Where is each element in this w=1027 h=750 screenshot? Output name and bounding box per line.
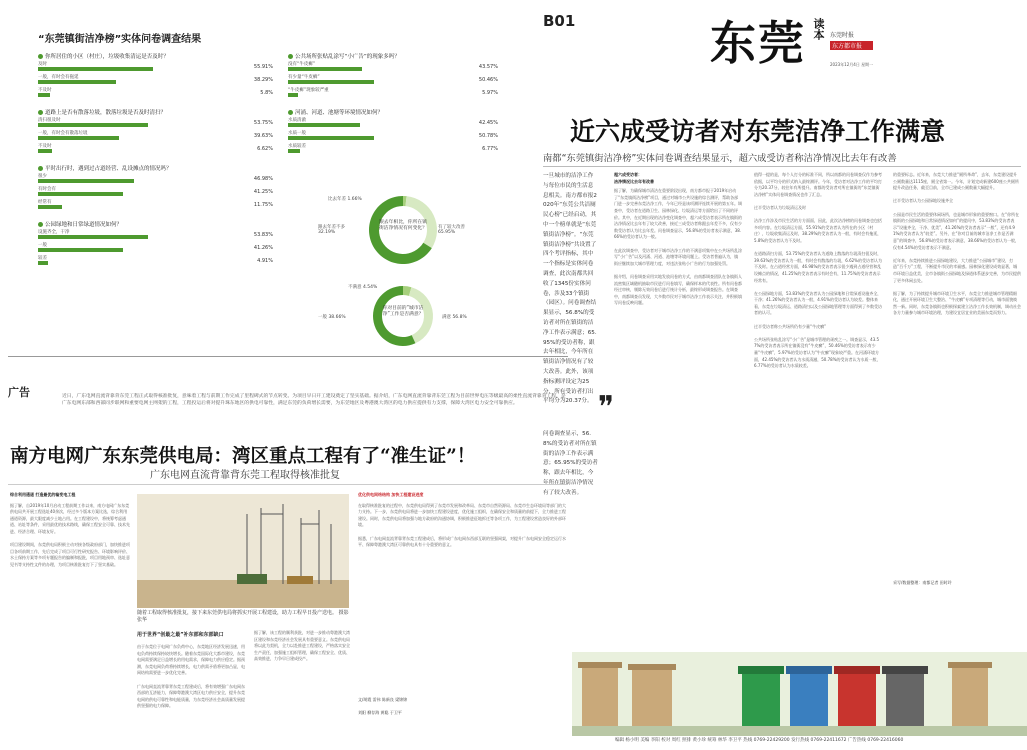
ad-col-1 [10, 492, 130, 742]
option-bar [38, 192, 123, 196]
pie2-label: 你对目前的“城市洁净”工作是否满意？ [382, 306, 424, 317]
option-bar [288, 123, 360, 127]
ad-sec3: 优化供电网络结构 加快工程建设进度 [358, 492, 424, 497]
pie2-legend-0: 不满意 4.54% [348, 285, 378, 290]
option-label: 一般 [38, 243, 47, 248]
ad-body2: 由于东莞位于电网广东负荷中心，东莞地区经济发展迅速，用电负荷持续保持较快增长。随着东莞国际化大都市建设，东莞电网需要满足日益增长的用电需求，保障电力供应稳定。据预测，东莞电网负荷将持续增长，电力供需矛盾将更加凸显，电网结构需要进一步优化完善。 广东电网直流背靠背东莞工程建成后，将有效增强广东电网东西部的互济能力，保障粤港澳大湾区电力供应安全，提升东莞电网的供电可靠性和电能质量，为东莞经济社会高质量发展提供坚强的电力保障。 [137, 644, 245, 709]
bins-svg [572, 652, 1027, 736]
option-pct: 6.62% [257, 146, 273, 152]
option-pct: 50.78% [478, 133, 498, 139]
ad-rule-2 [8, 484, 568, 485]
option-pct: 42.45% [478, 120, 498, 126]
option-row [38, 117, 273, 129]
option-pct: 41.26% [253, 245, 273, 251]
quote-mark: ❞ [598, 390, 615, 425]
page-number: B01 [543, 12, 576, 30]
pie1-legend-1: 跟去年差不多 32.19% [318, 225, 345, 235]
option-pct: 39.63% [253, 133, 273, 139]
article-col-1 [614, 172, 742, 592]
pie-chart-change [308, 190, 488, 270]
masthead-logo [710, 18, 873, 68]
option-label: 清扫很及时 [38, 118, 61, 123]
pie2-legend-2: 满意 56.8% [442, 315, 467, 320]
bullet-icon [288, 110, 293, 115]
option-row [38, 87, 273, 99]
option-pct: 43.57% [478, 64, 498, 70]
option-pct: 11.75% [253, 202, 273, 208]
option-label: 有少量“牛皮癣” [288, 75, 320, 80]
option-label: 经常有 [38, 200, 52, 205]
option-bar [288, 136, 374, 140]
option-row [38, 242, 273, 254]
survey-right-col [288, 52, 498, 164]
option-row [38, 186, 273, 198]
option-bar [38, 123, 148, 127]
survey-question [288, 108, 498, 155]
option-row [288, 61, 498, 73]
option-bar [288, 67, 362, 71]
option-bar [288, 93, 298, 97]
main-headline: 近六成受访者对东莞洁净工作满意 [570, 117, 946, 146]
col1-body: 据了解，为确保城市清洁在重要阶段出现，南方都市报于2019年启动了“东莞镇街洁净榜”项目，通过对城市公共设施的综合测评，帮助各部门进一步完善东莞洁净工作，今年已经是该项测评连续开展的第五年。调查中，受访者在道路卫生、园林绿化、垃圾清运等方面给出了不同的评价。其中，在近期出现的洁净变化调查中，超六成受访者表示所在镇街的洁净情况比去年有了较大改善，接近三成受访者称跟去年差不多，仅有少数受访者认为比去年差。问卷调查显示，56.8%的受访者表示满意，38.66%的受访者认为一般。 在此次调查中，受访者对于城市洁净工作的不满意项集中在公共场所乱涂写“小广告”以及河涌、河道、池塘等环境问题上。受访者普遍认为，镇街应继续加大城市管理力度，对违法张贴小广告的行为加强处罚。 据介绍，问卷调查采用实地发放问卷的方式，由南都调查团队在各镇街人流密集区域随机抽取市民进行问卷填写，确保样本的代表性。所有问卷都经过审核，剔除无效问卷后进行统计分析，最终形成调查报告。在调查中，南都调查员发现，大多数市民对于城市洁净工作表示关注，并积极填写问卷反映问题。 [614, 188, 742, 306]
option-label: 没有“牛皮癣” [288, 62, 316, 67]
option-bar [288, 149, 300, 153]
recycling-illustration [572, 652, 1027, 736]
byline: 采写/数据整理：南都记者 田时玲 [893, 580, 952, 585]
ad-photo [137, 494, 349, 608]
option-row [38, 61, 273, 73]
option-row [38, 130, 273, 142]
col3-body: 的重要标志。近年来，东莞大力推进“厕所革命”，去年，东莞建设提升公厕数量达1115座，厕全省第一。今年，计划完成新建600座公共厕所提升改造任务，截至目前，全市已建成公厕数量大幅提升。 过半受访者认为公园绿地设施齐全 公园是市民生活的重要休闲场所，也是城市形象的重要窗口。在“你所在镇街的公园绿地和日常绿道情况如何”的提问中，53.83%的受访者表示“设施齐全，干净、优美”，41.26%的受访者表示“一般”，还有4.91%的受访者认为“较差”。另外，在“你对目前的城市洁净工作是否满意”的调查中，56.8%的受访者表示满意，38.66%的受访者认为一般，仅有4.54%的受访者表示不满意。 近年来，东莞持续推进公园绿地建设，大力推进“公园城市”建设，打造“百千万”工程，不断提升市民的幸福感。园林绿化建设成效显著，城市环境日益优美，全市各镇街公园绿地及绿道体系逐步完善，为市民提供了更多休闲去处。 据了解，为了持续提升城市环境卫生水平，东莞全力推进城市管理精细化，通过开展环境卫生大整治、“牛皮癣”专项清理等行动，城市面貌焕然一新。同时，东莞各镇街也积极探索建立洁净工作长效机制，调动社会各方力量参与城市环境治理，为建设宜居宜业的美丽东莞而努力。 [893, 172, 1021, 316]
option-label: 水质清澈 [288, 118, 306, 123]
ad-body1: 据了解，自2019年10月启动工程前期工作以来，南方电网广东东莞供电局共开展工程选址40余次，经过多个版本方案比选，综合利用通道资源，最大限度减少土地占用。在工程建设中，将统筹考虑通道、站址等条件，采用最优的技术路线，确保工程安全可靠、技术先进、经济合理、环境友好。 项目建设期间，东莞供电局积极主动对接各级政府部门，加快推进项目各项前期工作，先后完成了项目可行性研究报告、环境影响评价、水土保持方案等多项专题报告的编制和报批，项目用地预审、选址意见书等支持性文件的办理，为项目核准批复打下了坚实基础。 [10, 502, 130, 567]
question-title [38, 52, 273, 60]
option-pct: 50.46% [478, 77, 498, 83]
option-row [288, 87, 498, 99]
question-text: 道路上是否有散落垃圾，散落垃圾是否及时清扫？ [45, 110, 167, 116]
ad-intro: 近日，广东电网直流背靠背东莞工程正式取得核准批复，意味着工程与前期工作完成了里程碑式的节点转变。为项目早日开工建设奠定了坚实基础。据介绍，广东电网直流背靠背东莞工程为目前世界电压等级最高的柔性直流背靠背工程，是广东电网东部和西部同步联网和重要电网主网架的工程，工程投运后将对提升珠东地区的供电可靠性，满足东莞的负荷增长需要，为东莞地区及粤港澳大湾区的电力供应提供有力支撑，保障大湾区电力安全可靠供应。 [62, 394, 566, 406]
ad-sec1: 综合利用通道 打造最优的输变电工程 [10, 492, 76, 497]
option-pct: 53.83% [253, 232, 273, 238]
option-pct: 4.91% [257, 258, 273, 264]
option-pct: 5.8% [260, 90, 273, 96]
question-title [38, 108, 273, 116]
ad-tag: 广告 [8, 386, 30, 399]
survey-question [288, 52, 498, 99]
bullet-icon [288, 54, 293, 59]
ad-photo-credit: 摄影 张华 [137, 610, 349, 623]
footer-bar: 编辑 杨小明 美编 李阳 校对 周红 照排 黄小珍 统筹 林华 李卫平 热线 0769-22429200 发行热线 0769-22411672 广告热线 0769-22416060 [615, 738, 904, 743]
headline-rule [543, 166, 1021, 167]
bullet-icon [38, 222, 43, 227]
masthead-side [830, 30, 873, 68]
question-text: 河涌、河道、池塘等环境情况如何？ [295, 110, 384, 116]
option-row [288, 117, 498, 129]
question-text: 公共场所张贴乱涂写“小广告”的现象多吗？ [295, 54, 400, 60]
pie1-legend-0: 比去年差 1.66% [328, 197, 362, 202]
option-row [38, 143, 273, 155]
option-pct: 6.77% [482, 146, 498, 152]
ad-headline: 南方电网广东东莞供电局：湾区重点工程有了“准生证”！ [10, 446, 476, 467]
option-label: 水质一般 [288, 131, 306, 136]
survey-question [38, 52, 273, 99]
question-text: 平时出行时，遇到过占道经营、乱设摊点的情况吗？ [45, 166, 172, 172]
option-row [288, 74, 498, 86]
option-label: 及时 [38, 62, 47, 67]
question-title [288, 52, 498, 60]
masthead-name: 东莞 [710, 16, 806, 70]
ad-byline: 文/胡霞 雷伟 陈新良 梁锦锦 刘阳 柳存海 黄聪 于卫平 [358, 696, 408, 715]
option-bar [38, 80, 116, 84]
ad-rule [8, 356, 568, 357]
option-bar [38, 235, 148, 239]
option-bar [38, 248, 123, 252]
option-label: 很少 [38, 174, 47, 179]
bullet-icon [38, 54, 43, 59]
question-text: 你所居住的小区（村庄），垃圾收集清运是否及时？ [45, 54, 169, 60]
ad-body3: 据了解，该工程的顺利获批，对进一步推动粤港澳大湾区建设和东莞经济社会发展具有重要意义。东莞供电局将以此为契机，全力以赴推进工程建设，严格落实安全生产责任，加强施工组织管理，确保工程安全、优质、高效推进，力争早日建成投产。 [254, 630, 350, 662]
survey-panel [8, 10, 534, 352]
ad-subhead: 广东电网直流背靠背东莞工程取得核准批复 [150, 470, 340, 481]
survey-question [38, 164, 273, 211]
question-title [38, 164, 273, 172]
article-intro: 一旦城市的洁净工作与每位市民的生活息息相关。南方都市报2020年“东莞公共洁厕民心榜”已经启动，其中一个榜单就是“东莞镇街洁净榜”。“东莞镇街洁净榜”共设置了四个考评指标，其中一个指标是实体问卷调查，此次南都共回收了1345份实体问卷，涉及33个镇街（园区）。问卷调查结果显示，56.8%的受访者对所在镇街的洁净工作表示满意；65.95%的受访者称，跟去年相比，今年所在镇街洁净情况有了较大改善。此外，该项指标测评设定为25分，所有受访者打出平均分为20.37分。 [543, 173, 597, 405]
option-row [38, 173, 273, 185]
question-text: 公园绿地和日常绿道情况如何？ [45, 222, 123, 228]
option-pct: 41.25% [253, 189, 273, 195]
option-row [288, 130, 498, 142]
option-bar [38, 149, 52, 153]
option-row [288, 143, 498, 155]
main-subtitle: 南都“东莞镇街洁净榜”实体问卷调查结果显示，超六成受访者称洁净情况比去年有改善 [543, 153, 897, 164]
survey-left-col [38, 52, 273, 276]
ad-photo-caption [137, 610, 352, 626]
option-bar [38, 136, 119, 140]
option-pct: 46.98% [253, 176, 273, 182]
option-label: 一般，有时会有拖延 [38, 75, 79, 80]
option-bar [38, 67, 153, 71]
option-bar [38, 261, 48, 265]
option-label: 有时会有 [38, 187, 56, 192]
masthead-read: 读本 [812, 18, 825, 40]
ad-photo-caption-text: 随着工程取得核准批复，接下来东莞供电局将抓实开展工程建设，助力工程早日投产送电。 [137, 610, 338, 616]
survey-question [38, 220, 273, 267]
ad-body4: 在取得核准批复的过程中，东莞供电局得到了东莞市发展和改革局、东莞市自然资源局、东莞市生态环境局等部门的大力支持。下一步，东莞供电局将进一步加快工程建设进度，优化施工组织，在确保安全和质量的前提下，全力推进工程建设。同时，东莞供电局将加强与地方政府的沟通协调，积极推进征地拆迁等各项工作，为工程建设营造良好的外部环境。 据悉，广东电网直流背靠背东莞工程建成后，将形成广东电网东西部互联的坚强网架，对提升广东电网安全稳定运行水平、保障粤港澳大湾区可靠供电具有十分重要的意义。 [358, 502, 566, 548]
construction-photo-svg [137, 494, 349, 608]
option-label: 设施齐全，干净 [38, 230, 70, 235]
option-row [38, 229, 273, 241]
option-pct: 55.91% [253, 64, 273, 70]
ad-sec2: 用于世界“创最之最”补东部和东部缺口 [137, 632, 224, 638]
col2-body: 值得一提的是，每个人打分的标准不同，所以南都的问卷调查仅作为参考依据，以平均分的形式纳入最终测评。今年，受访者对洁净工作的平均打分为20.37分，较往年有所提升。南都的受访者对所在镇街的“东莞镇街洁净榜”实体问卷调查情况也作了汇总。 过半受访者认为垃圾清运及时 洁净工作涉及市民生活的方方面面，因此，此次洁净榜的问卷调查也包括多项内容。在垃圾清运方面，55.91%的受访者认为所在的小区（村庄），垃圾收集清运及时，38.29%的受访者认为一般，有时会有拖延，5.8%的受访者认为不及时。 在道路清扫方面，53.75%的受访者认为道路上散落的垃圾清扫很及时，39.63%的受访者认为一般，有时会有散落的垃圾，6.62%的受访者认为不及时。在占道经营方面，46.98%的受访者表示很少遇到占道经营和乱设摊点的情况，41.25%的受访者表示有时会有，11.75%的受访者表示经常有。 在公园绿地方面，53.83%的受访者认为公园绿地和日常绿道设施齐全，干净；41.26%的受访者认为一般，4.91%的受访者认为较差。整体来看，东莞在垃圾清运、道路清扫以及公园绿地管理等方面得到了多数受访者的认可。 过半受访者称公共场所仍有少量“牛皮癣” 公共场所张贴乱涂写“小广告”是城市管理的顽疾之一。调查显示，43.57%的受访者表示所在镇街没有“牛皮癣”，50.46%的受访者表示有少量“牛皮癣”，5.97%的受访者认为“牛皮癣”现象较严重。在河涌环境方面，42.45%的受访者认为水质清澈，50.78%的受访者认为水质一般，6.77%的受访者认为水质较差。 [754, 172, 882, 369]
pie2-legend-1: 一般 38.66% [318, 315, 346, 320]
pie-chart-satisfaction [308, 282, 488, 352]
option-bar [288, 80, 374, 84]
option-pct: 5.97% [482, 90, 498, 96]
option-row [38, 199, 273, 211]
option-row [38, 74, 273, 86]
article-col-2 [754, 172, 882, 602]
option-pct: 38.29% [253, 77, 273, 83]
masthead-sub: 东方都市报 [830, 41, 873, 50]
option-label: “牛皮癣”现象较严重 [288, 88, 329, 93]
question-title [38, 220, 273, 228]
bullet-icon [38, 166, 43, 171]
question-title [288, 108, 498, 116]
option-label: 较差 [38, 256, 47, 261]
option-label: 一般，有时会有散落垃圾 [38, 131, 88, 136]
option-bar [38, 93, 50, 97]
masthead-date: 2023年12月4日 星期一 [830, 62, 874, 67]
col1-head: 超六成受访者： 洁净情况比去年有改善 [614, 172, 654, 184]
option-label: 不及时 [38, 88, 52, 93]
option-bar [38, 179, 134, 183]
option-pct: 53.75% [253, 120, 273, 126]
article-col-3 [893, 172, 1021, 592]
pull-quote: 问卷调查显示，56.8%的受访者对所在镇街的洁净工作表示满意；65.95%的受访者称，跟去年相比，今年所在镇街洁净情况有了较大改善。 [543, 431, 598, 496]
option-bar [38, 205, 62, 209]
option-row [38, 255, 273, 267]
bullet-icon [38, 110, 43, 115]
survey-title: “东莞镇街洁净榜”实体问卷调查结果 [38, 34, 202, 45]
masthead-small: 东莞时报 [830, 32, 855, 39]
pie1-label: 跟去年相比，你所在镇街洁净情况有何变化？ [379, 220, 427, 231]
pie1-legend-2: 有了较大改善 65.95% [438, 225, 465, 235]
ad-col-4 [358, 492, 566, 742]
option-label: 不及时 [38, 144, 52, 149]
option-label: 水质较差 [288, 144, 306, 149]
survey-question [38, 108, 273, 155]
